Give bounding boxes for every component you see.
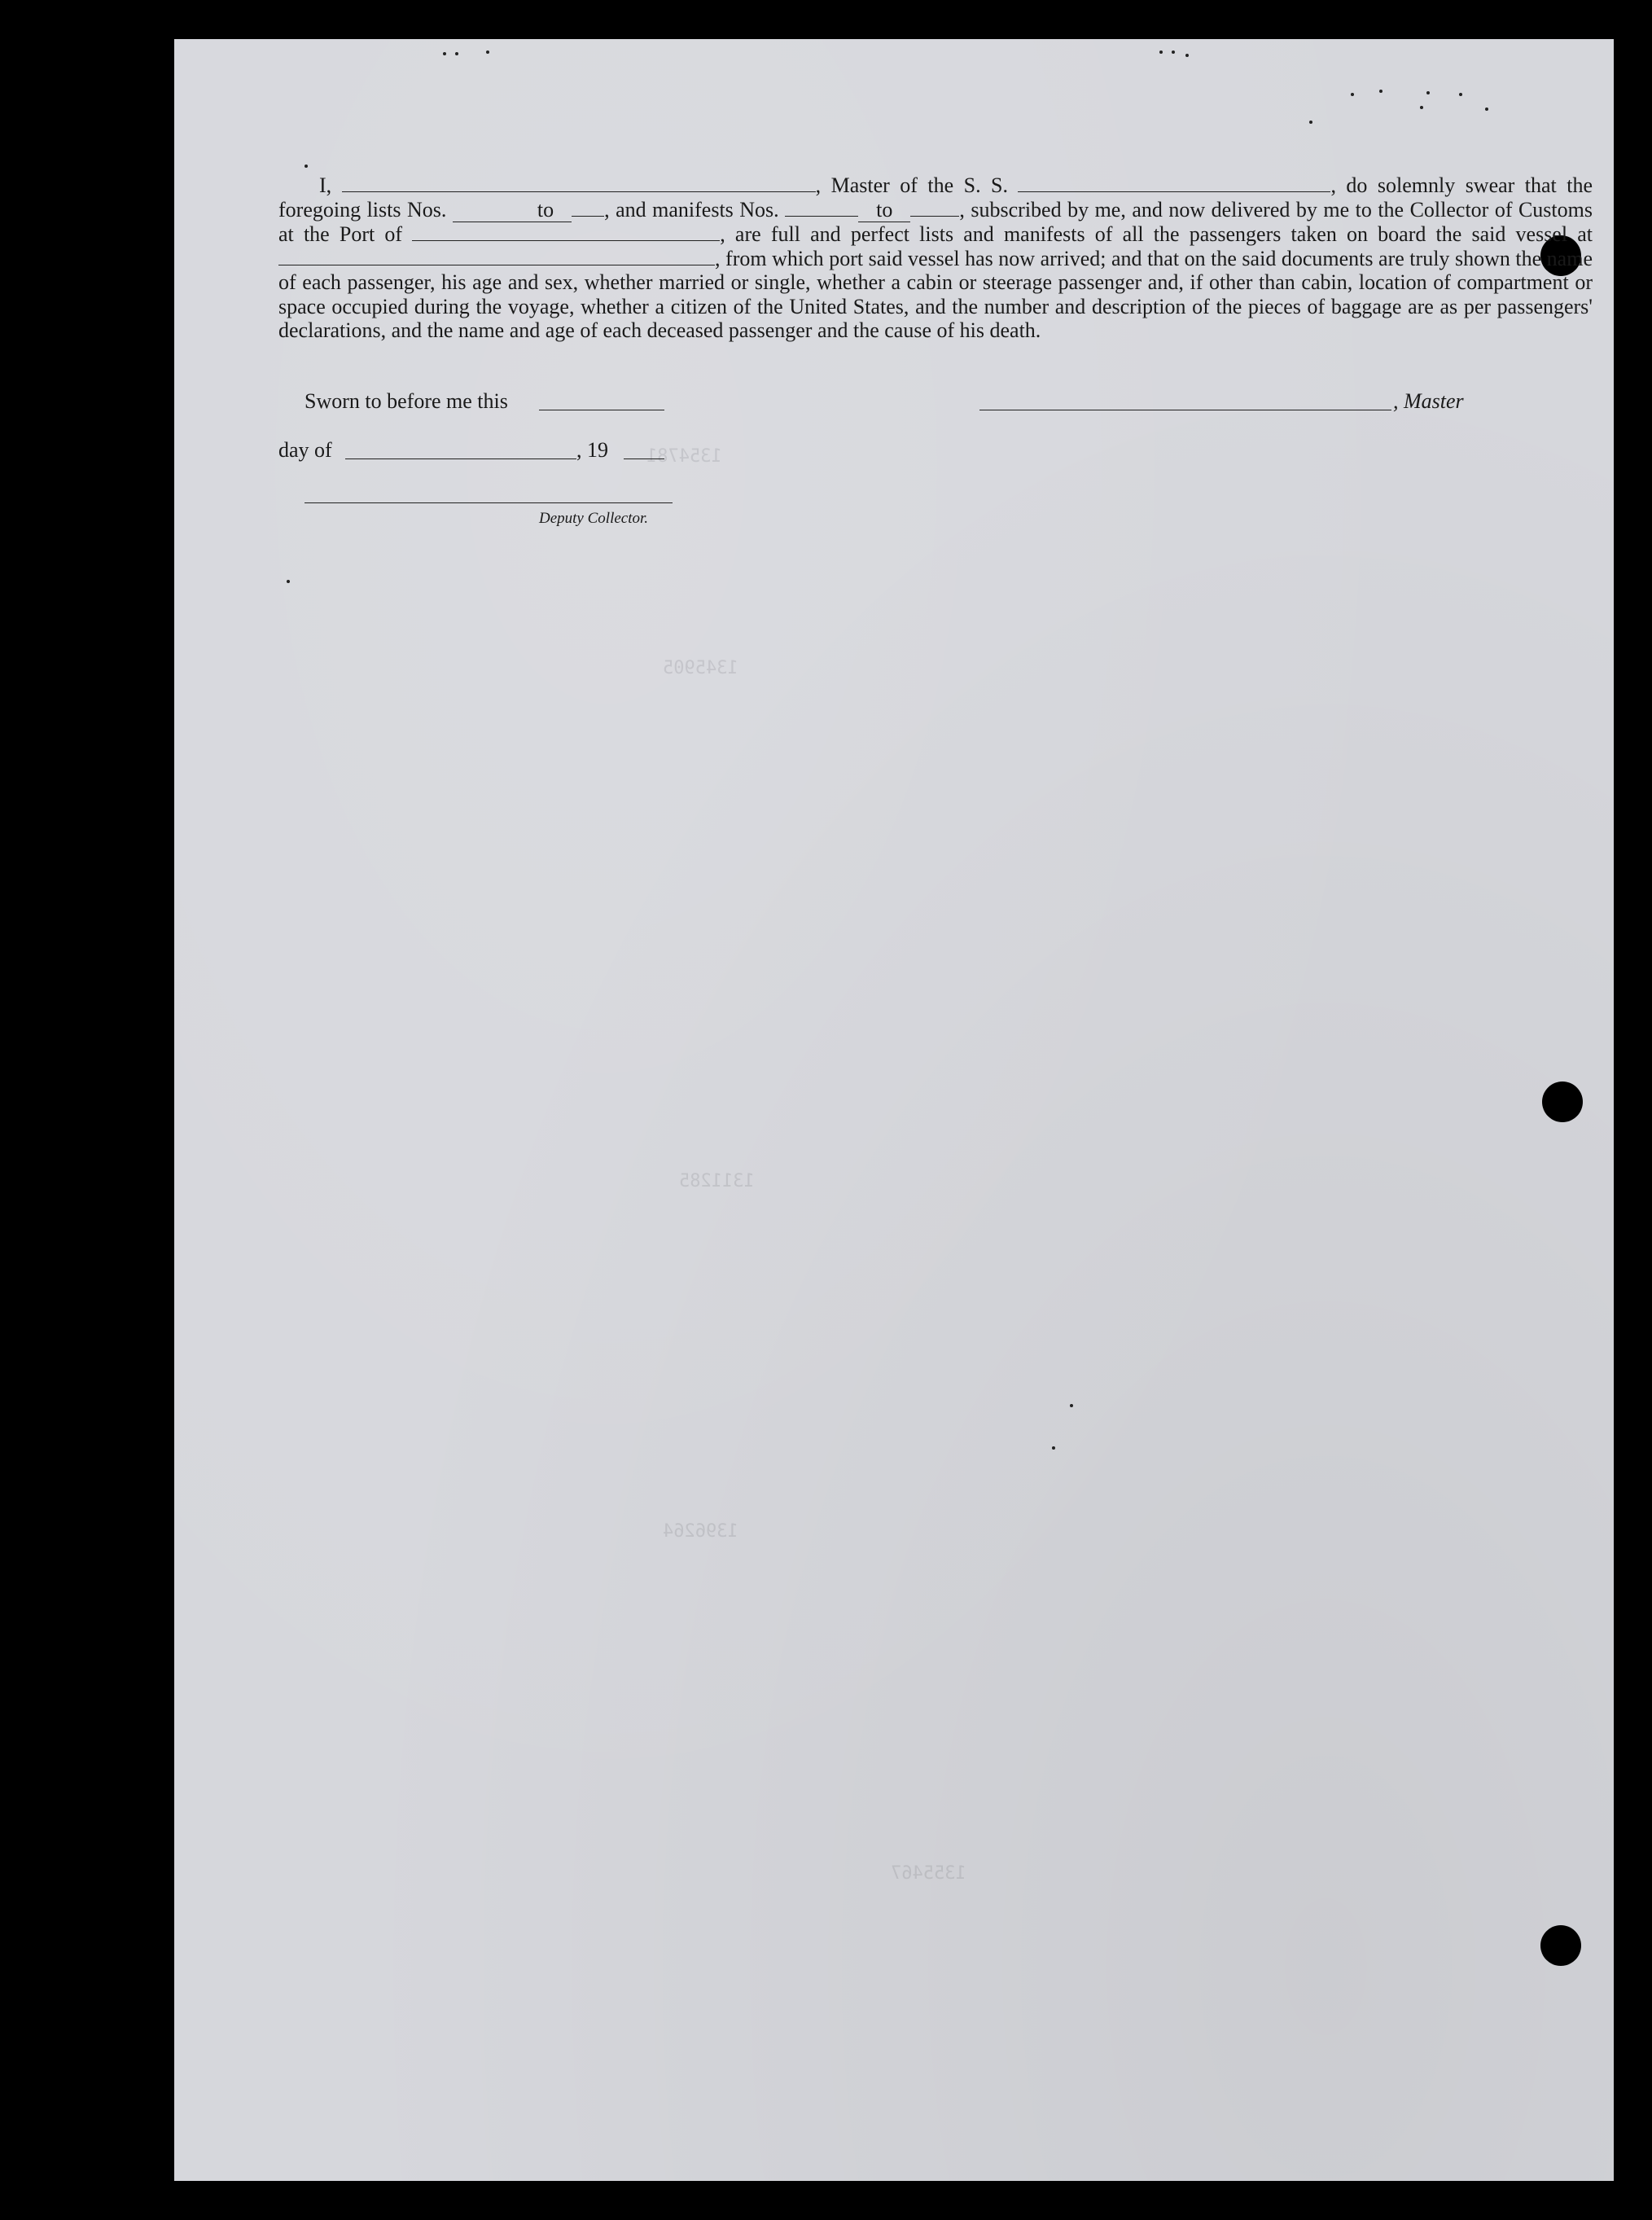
manifest-to-field — [858, 198, 910, 223]
bleed-through-text: 1355467 — [891, 1863, 966, 1884]
bleed-through-text: 1354781 — [646, 446, 722, 467]
port-blank — [412, 222, 720, 241]
year-label: , 19 — [576, 438, 608, 462]
speck — [1070, 1404, 1073, 1407]
list-to-field — [519, 198, 572, 223]
speck — [1309, 121, 1312, 124]
oath-text: , do solemnly swear that the foregoing lists Nos. — [278, 173, 1593, 222]
speck — [287, 580, 290, 583]
speck — [1426, 91, 1430, 94]
speck — [1485, 107, 1488, 111]
speck — [1459, 93, 1462, 96]
oath-text: , from which port said vessel has now arrived; and that on the said documents are truly shown the name of each passenger, his age and sex, whether married or single, whether a cabin or steerage passenger and, if other than cabin, location of compartment or space occupied during the voyage, whether a citizen of the United States, and the number and description of the pieces of baggage are as per passengers' declarations, and the name and age of each deceased passenger and the cause of his death. — [278, 246, 1593, 342]
ship-name-blank — [1018, 173, 1330, 192]
departure-port-blank — [278, 247, 715, 265]
deputy-collector-label: Deputy Collector. — [539, 510, 649, 527]
manifest-page — [174, 39, 1614, 2181]
speck — [486, 50, 489, 54]
master-name-blank — [342, 173, 816, 192]
oath-text: , and manifests Nos. — [604, 197, 779, 222]
deputy-signature-blank — [305, 502, 673, 503]
oath-text: , Master of the S. S. — [815, 173, 1008, 197]
punch-hole-bottom — [1540, 1925, 1581, 1966]
speck — [1379, 90, 1383, 93]
master-label: , Master — [1393, 389, 1464, 413]
manifest-from-blank — [785, 198, 858, 217]
list-end-blank — [572, 198, 604, 217]
list-from-blank — [453, 198, 519, 223]
oath-paragraph — [278, 173, 1593, 343]
speck — [443, 52, 446, 55]
bleed-through-text: 1396264 — [663, 1521, 738, 1542]
sworn-label: Sworn to before me this — [305, 389, 508, 413]
year-blank — [624, 458, 664, 459]
oath-text: , are full and perfect lists and manifests of all the passengers taken on board the said vessel at — [720, 222, 1593, 246]
to-label: to — [537, 197, 554, 222]
punch-hole-middle — [1542, 1081, 1583, 1122]
speck — [305, 165, 308, 168]
speck — [1052, 1446, 1055, 1450]
manifest-end-blank — [910, 198, 959, 217]
speck — [1172, 50, 1175, 54]
speck — [1420, 106, 1423, 109]
day-of-label: day of — [278, 438, 332, 462]
speck — [1159, 50, 1163, 54]
month-blank — [345, 458, 576, 459]
oath-text: , subscribed by me, and now delivered by me to the Collector of Customs at the Port of — [278, 197, 1593, 246]
bleed-through-text: 1311285 — [679, 1171, 755, 1191]
speck — [1185, 54, 1189, 57]
bleed-through-text: 1345905 — [663, 658, 738, 678]
oath-text: I, — [319, 173, 332, 197]
speck — [455, 52, 458, 55]
speck — [1351, 93, 1354, 96]
to-label: to — [876, 197, 893, 222]
